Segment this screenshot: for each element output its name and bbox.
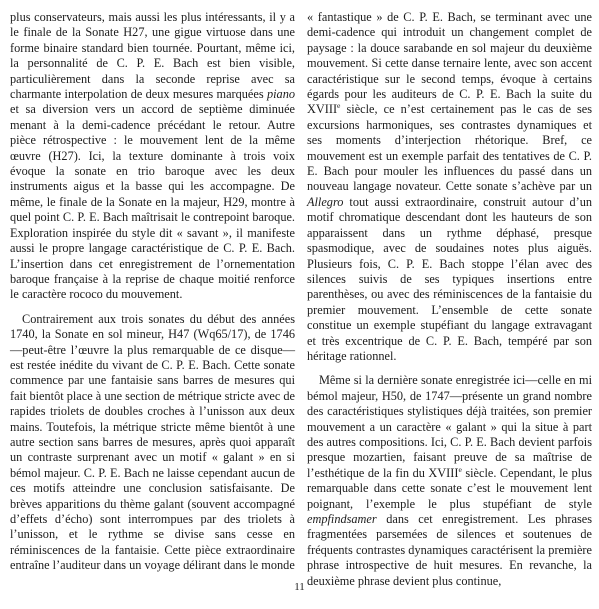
text-run: tout aussi extraordinaire, construit autour d’un motif chromatique descendant dont les hauteurs de son apparaissent dans un rythme déphasé, presque spasmodique, avec de soudaines notes plus aiguës. Plusieurs fois, C. P. E. Bach stoppe l’élan avec des silences suivis de ses typiques insertions entre parenthèses, ou avec des réminiscences de la fantaisie du premier mouvement. L’ensemble de cette sonate constitue un exemple stupéfiant du langage extravagant et très excentrique de C. P. E. Bach, tempéré par son héritage rationnel. bbox=[307, 194, 592, 363]
left-column bbox=[10, 10, 295, 574]
body-paragraph bbox=[307, 373, 592, 589]
text-run: « fantastique » de C. P. E. Bach, se terminant avec une demi-cadence qui introduit un changement complet de paysage : la douce sarabande en sol majeur du deuxième mouvement. Si cette danse ternaire lente, avec son accent caractéristique sur le second temps, évoque à certains égards pour les auditeurs de C. P. E. Bach la suite du XVIII bbox=[307, 10, 592, 117]
text-run: Même si la dernière sonate enregistrée ici—celle en mi bémol majeur, H50, de 1747—présente un grand nombre des caractéristiques stylistiques déjà traitées, son premier mouvement a un caractère « galant » qui la situe à part des autres compositions. Ici, C. P. E. Bach devient parfois presque mozartien, faisant preuve de sa maîtrise de l’esthétique de la fin du XVIII bbox=[307, 373, 592, 480]
page-number: 11 bbox=[294, 581, 305, 593]
italic-term: piano bbox=[266, 87, 295, 102]
superscript: e bbox=[458, 464, 462, 474]
body-paragraph bbox=[307, 10, 592, 364]
text-run: siècle, ce n’est certainement pas le cas de ses excursions harmoniques, ses contrastes dynamiques et ses moments d’interjection rhétorique. Bref, ce mouvement est un exemple parfait des tentatives de C. P. E. Bach pour mouler les influences du passé dans un nouveau langage novateur. Cette sonate s’achève par un bbox=[307, 102, 592, 194]
text-run: Contrairement aux trois sonates du début des années 1740, la Sonate en sol mineur, H47 (Wq65/17), de 1746—peut-être l’œuvre la plus remarquable de ce disque—est restée inédite du vivant de C. P. E. Bach. Cette sonate commence par une fantaisie sans barres de mesures qui fait bientôt place à une section de métrique stricte avec de rapides triolets de doubles croches à l’unisson aux deux mains. Toutefois, la métrique stricte même bientôt à une autre section sans barres de mesures, après quoi apparaît un contraste surprenant avec un motif « galant » en si bémol majeur. C. P. E. Bach ne laisse cependant aucun de ces motifs atteindre une conclusion satisfaisante. De brèves apparitions du thème galant (souvent accompagné d’effets d’écho) sont interrompues par des triolets à l’unisson, et le rythme se divise sans cesse en réminiscences de la fantaisie. Cette pièce extraordinaire entraîne l’auditeur dans un voyage délirant dans le monde bbox=[10, 311, 295, 573]
body-paragraph bbox=[10, 312, 295, 574]
text-run: siècle. Cependant, le plus remarquable dans cette sonate c’est le mouvement lent poignant, l’exemple le plus stupéfiant de style bbox=[307, 465, 592, 511]
italic-term: Allegro bbox=[307, 194, 344, 209]
text-run: et sa diversion vers un accord de septième diminuée menant à la demi-cadence précédant le retour. Autre pièce rétrospective : le mouvement lent de la même œuvre (H27). Ici, la texture dominante à trois voix évoque la sonate en trio baroque avec les deux instruments aigus et la basse qui les accompagne. De même, le finale de la Sonate en la majeur, H29, montre à quel point C. P. E. Bach maîtrisait le contrepoint baroque. Exploration inspirée du style dit « savant », il manifeste aussi le propre langage caractéristique de C. P. E. Bach. L’insertion dans cet enregistrement de l’ornementation baroque française à la reprise de chaque moitié renforce le caractère rococo du mouvement. bbox=[10, 102, 295, 302]
superscript: e bbox=[337, 101, 341, 111]
right-column bbox=[307, 10, 592, 589]
body-paragraph bbox=[10, 10, 295, 303]
text-run: dans cet enregistrement. Les phrases fragmentées parsemées de silences et soutenues de fréquents contrastes dynamiques caractérisent la première phrase introspective de huit mesures. En revanche, la deuxième phrase devient plus continue, bbox=[307, 512, 592, 588]
text-run: plus conservateurs, mais aussi les plus intéressants, il y a le finale de la Sonate H27, une gigue virtuose dans une forme binaire standard bien tournée. Pourtant, même ici, la personnalité de C. P. E. Bach est bien visible, particulièrement dans la seconde reprise avec sa charmante interpolation de deux mesures marquées bbox=[10, 10, 295, 102]
italic-term: empfindsamer bbox=[307, 512, 377, 526]
